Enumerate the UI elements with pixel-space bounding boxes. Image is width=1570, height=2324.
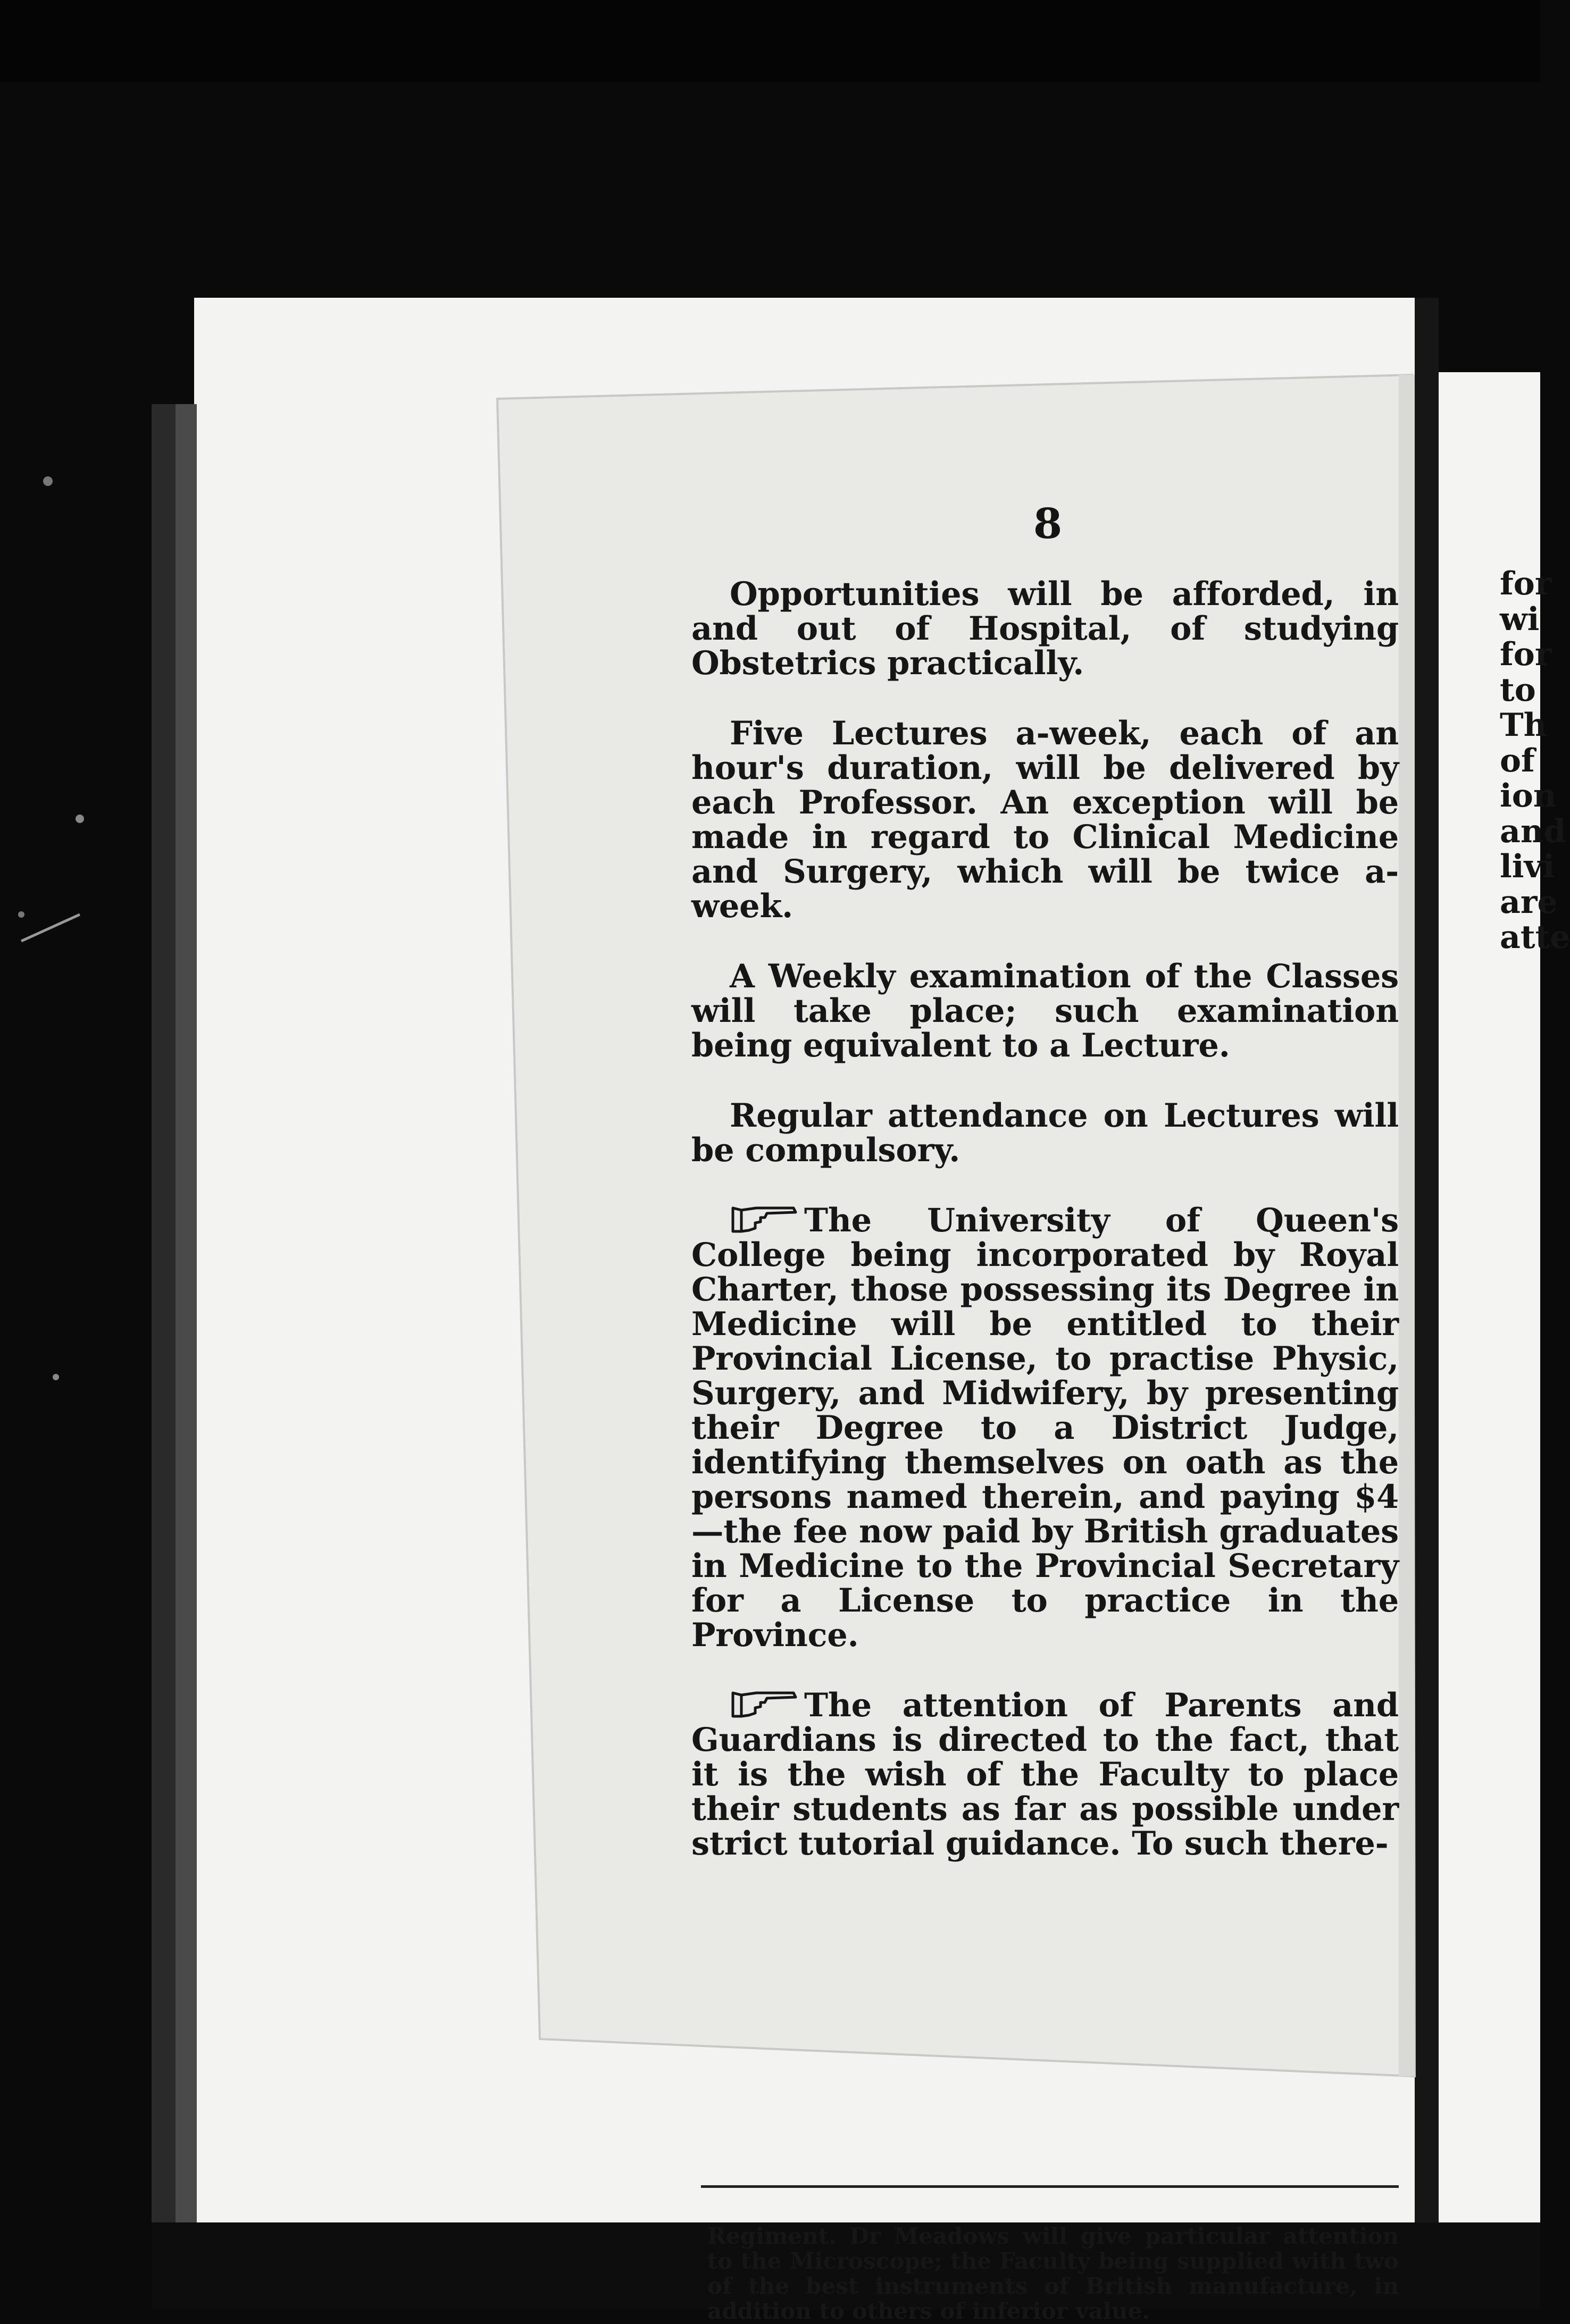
fragment-line: of [1500, 742, 1535, 779]
fragment-line: are [1500, 883, 1558, 921]
fragment-line: ion [1500, 777, 1557, 815]
fragment-line: Th [1500, 707, 1547, 744]
paragraph-license [691, 1203, 1399, 1652]
paragraph-lectures: Five Lectures a-week, each of an hour's duration, will be delivered by each Professor. An exception will be made in regard to Clinical Medicine and Surgery, which will be twice a-week. [691, 715, 1399, 925]
pointing-hand-icon [730, 1690, 799, 1719]
footnote-rule [701, 2185, 1399, 2188]
paragraph-examination: A Weekly examination of the Classes will take place; such examination being equivalent to a Lecture. [691, 958, 1399, 1064]
fragment-line: wi [1500, 600, 1540, 638]
next-page-fragment [1500, 565, 1570, 956]
paragraph-attendance: Regular attendance on Lectures will be compulsory. [691, 1097, 1399, 1169]
fragment-line: atte [1500, 919, 1570, 956]
footnote: Regiment. Dr Meadows will give particular attention to the Microscope; the Faculty being supplied with two of the best instruments of British manufacture, in addition to others of inferior value. [707, 2223, 1399, 2324]
paragraph-guardians [691, 1688, 1399, 1861]
paragraph-license-text: The University of Queen's College being incorporated by Royal Charter, those possessing its Degree in Medicine will be entitled to their Provincial License, to practise Physic, Surgery, and Midwifery, by presenting their Degree to a District Judge, identifying themselves on oath as the persons named therein, and paying $4—the fee now paid by British graduates in Medicine to the Provincial Secretary for a License to practice in the Province. [691, 1202, 1399, 1654]
paragraph-obstetrics: Opportunities will be afforded, in and out of Hospital, of studying Obstetrics practically. [691, 575, 1399, 682]
paragraph-guardians-text: The attention of Parents and Guardians is directed to the fact, that it is the wish of the Faculty to place their students as far as possible under strict tutorial guidance. To such there- [691, 1687, 1399, 1862]
fragment-line: for [1500, 636, 1552, 673]
pointing-hand-icon [730, 1205, 799, 1235]
fragment-line: and [1500, 812, 1566, 850]
fragment-line: to [1500, 671, 1536, 709]
fragment-line: for [1500, 565, 1552, 602]
page-number: 8 [1033, 500, 1063, 548]
page-body [691, 577, 1399, 1897]
fragment-line: livi [1500, 848, 1555, 885]
